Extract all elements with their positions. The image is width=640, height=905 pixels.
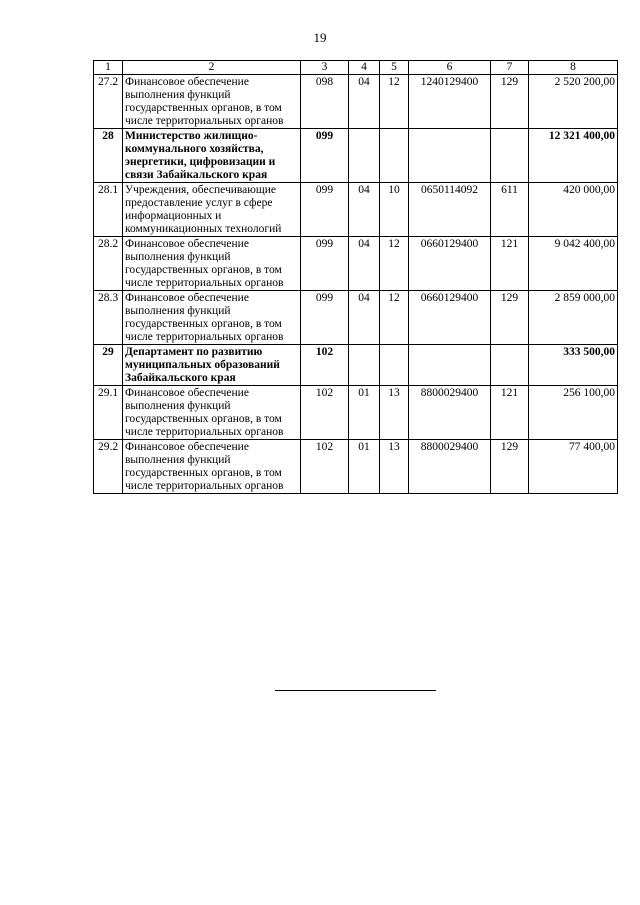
target-article-cell: 0650114092 xyxy=(409,183,491,237)
recipient-name-cell: Финансовое обеспечение выполнения функций государственных органов, в том числе территориальных органов xyxy=(123,386,301,440)
expense-type-cell xyxy=(491,345,529,386)
subsection-cell xyxy=(380,345,409,386)
row-number-cell: 28.3 xyxy=(94,291,123,345)
column-header: 1 xyxy=(94,61,123,75)
recipient-name-cell: Учреждения, обеспечивающие предоставление услуг в сфере информационных и коммуникационных технологий xyxy=(123,183,301,237)
column-header: 7 xyxy=(491,61,529,75)
ministry-code-cell: 099 xyxy=(301,291,349,345)
amount-cell: 77 400,00 xyxy=(529,440,618,494)
amount-cell: 333 500,00 xyxy=(529,345,618,386)
expense-type-cell: 121 xyxy=(491,386,529,440)
subsection-cell xyxy=(380,129,409,183)
section-cell xyxy=(349,129,380,183)
table-body xyxy=(94,61,618,494)
ministry-code-cell: 102 xyxy=(301,345,349,386)
section-cell: 04 xyxy=(349,75,380,129)
recipient-name-cell: Финансовое обеспечение выполнения функций государственных органов, в том числе территориальных органов xyxy=(123,75,301,129)
recipient-name-cell: Департамент по развитию муниципальных образований Забайкальского края xyxy=(123,345,301,386)
section-cell: 01 xyxy=(349,440,380,494)
subsection-cell: 12 xyxy=(380,237,409,291)
target-article-cell: 8800029400 xyxy=(409,440,491,494)
expense-type-cell xyxy=(491,129,529,183)
row-number-cell: 28.1 xyxy=(94,183,123,237)
amount-cell: 420 000,00 xyxy=(529,183,618,237)
ministry-code-cell: 099 xyxy=(301,183,349,237)
column-header: 8 xyxy=(529,61,618,75)
table-row xyxy=(94,183,618,237)
expense-type-cell: 129 xyxy=(491,291,529,345)
subsection-cell: 13 xyxy=(380,440,409,494)
ministry-code-cell: 102 xyxy=(301,386,349,440)
target-article-cell: 8800029400 xyxy=(409,386,491,440)
column-header: 2 xyxy=(123,61,301,75)
target-article-cell xyxy=(409,345,491,386)
row-number-cell: 29.1 xyxy=(94,386,123,440)
row-number-cell: 29 xyxy=(94,345,123,386)
recipient-name-cell: Финансовое обеспечение выполнения функций государственных органов, в том числе территориальных органов xyxy=(123,440,301,494)
column-header: 6 xyxy=(409,61,491,75)
budget-table xyxy=(93,60,618,494)
row-number-cell: 27.2 xyxy=(94,75,123,129)
amount-cell: 2 520 200,00 xyxy=(529,75,618,129)
column-header: 3 xyxy=(301,61,349,75)
expense-type-cell: 129 xyxy=(491,75,529,129)
column-header: 4 xyxy=(349,61,380,75)
ministry-code-cell: 099 xyxy=(301,237,349,291)
closing-separator-line xyxy=(275,690,436,691)
subsection-cell: 13 xyxy=(380,386,409,440)
table-row xyxy=(94,237,618,291)
expense-type-cell: 121 xyxy=(491,237,529,291)
expense-type-cell: 129 xyxy=(491,440,529,494)
table-row xyxy=(94,129,618,183)
amount-cell: 9 042 400,00 xyxy=(529,237,618,291)
section-cell: 04 xyxy=(349,183,380,237)
subsection-cell: 12 xyxy=(380,75,409,129)
row-number-cell: 29.2 xyxy=(94,440,123,494)
table-row xyxy=(94,345,618,386)
recipient-name-cell: Финансовое обеспечение выполнения функций государственных органов, в том числе территориальных органов xyxy=(123,291,301,345)
table-row xyxy=(94,386,618,440)
section-cell: 01 xyxy=(349,386,380,440)
amount-cell: 256 100,00 xyxy=(529,386,618,440)
amount-cell: 12 321 400,00 xyxy=(529,129,618,183)
section-cell xyxy=(349,345,380,386)
section-cell: 04 xyxy=(349,291,380,345)
row-number-cell: 28.2 xyxy=(94,237,123,291)
target-article-cell xyxy=(409,129,491,183)
target-article-cell: 0660129400 xyxy=(409,237,491,291)
subsection-cell: 10 xyxy=(380,183,409,237)
ministry-code-cell: 099 xyxy=(301,129,349,183)
expense-type-cell: 611 xyxy=(491,183,529,237)
page-number: 19 xyxy=(313,30,327,45)
recipient-name-cell: Министерство жилищно-коммунального хозяйства, энергетики, цифровизации и связи Забайкальского края xyxy=(123,129,301,183)
column-header: 5 xyxy=(380,61,409,75)
target-article-cell: 1240129400 xyxy=(409,75,491,129)
ministry-code-cell: 102 xyxy=(301,440,349,494)
row-number-cell: 28 xyxy=(94,129,123,183)
target-article-cell: 0660129400 xyxy=(409,291,491,345)
table-row xyxy=(94,75,618,129)
section-cell: 04 xyxy=(349,237,380,291)
table-row xyxy=(94,291,618,345)
table-row xyxy=(94,440,618,494)
table-header-row xyxy=(94,61,618,75)
subsection-cell: 12 xyxy=(380,291,409,345)
amount-cell: 2 859 000,00 xyxy=(529,291,618,345)
ministry-code-cell: 098 xyxy=(301,75,349,129)
recipient-name-cell: Финансовое обеспечение выполнения функций государственных органов, в том числе территориальных органов xyxy=(123,237,301,291)
